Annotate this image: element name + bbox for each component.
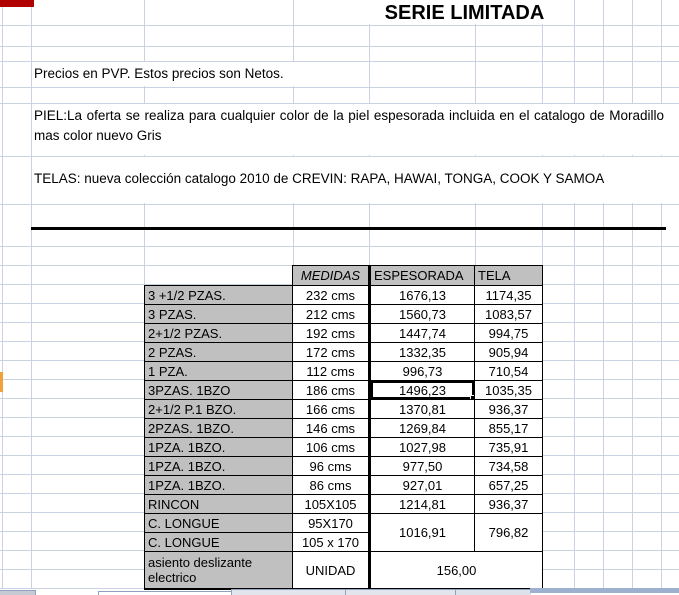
header-tela[interactable]: TELA	[475, 266, 543, 286]
note-piel[interactable]: PIEL:La oferta se realiza para cualquier color de la piel espesorada incluida en el catalogo de Moradillo mas color nuevo Gris	[34, 108, 664, 143]
tela-cell[interactable]: 735,91	[475, 438, 543, 457]
row-label-cell[interactable]: RINCON	[145, 495, 293, 514]
tela-cell[interactable]: 710,54	[475, 362, 543, 381]
gridline-h	[0, 25, 679, 26]
gridline-v	[603, 0, 604, 589]
medidas-cell[interactable]: 105X105	[293, 495, 370, 514]
tela-cell[interactable]: 994,75	[475, 324, 543, 343]
gridline-h	[0, 87, 679, 88]
table-row	[145, 552, 543, 590]
table-row	[145, 324, 543, 343]
medidas-cell[interactable]: 96 cms	[293, 457, 370, 476]
tela-cell[interactable]: 1035,35	[475, 381, 543, 400]
table-row	[145, 476, 543, 495]
medidas-cell[interactable]: 86 cms	[293, 476, 370, 495]
espesorada-cell[interactable]: 1676,13	[370, 286, 475, 305]
table-row	[145, 457, 543, 476]
header-espesorada[interactable]: ESPESORADA	[370, 266, 475, 286]
table-row	[145, 438, 543, 457]
espesorada-cell[interactable]: 1447,74	[370, 324, 475, 343]
gridline-v	[31, 0, 32, 589]
row-label-cell[interactable]: 2+1/2 P.1 BZO.	[145, 400, 293, 419]
tela-cell[interactable]: 855,17	[475, 419, 543, 438]
sheet-tab[interactable]	[345, 589, 456, 595]
table-row	[145, 381, 543, 400]
espesorada-cell[interactable]: 977,50	[370, 457, 475, 476]
espesorada-merged-cell[interactable]: 1016,91	[370, 514, 475, 552]
row-label-cell[interactable]: 1 PZA.	[145, 362, 293, 381]
espesorada-cell[interactable]: 1560,73	[370, 305, 475, 324]
medidas-cell[interactable]: 146 cms	[293, 419, 370, 438]
medidas-cell[interactable]: 212 cms	[293, 305, 370, 324]
espesorada-cell[interactable]: 1370,81	[370, 400, 475, 419]
espesorada-cell[interactable]: 927,01	[370, 476, 475, 495]
sheet-tab[interactable]	[98, 591, 232, 595]
sheet-tab-nav[interactable]	[0, 590, 36, 595]
table-row	[145, 419, 543, 438]
medidas-cell[interactable]: 232 cms	[293, 286, 370, 305]
section-divider-rule	[31, 227, 666, 230]
tela-cell[interactable]: 1174,35	[475, 286, 543, 305]
tela-cell[interactable]: 734,58	[475, 457, 543, 476]
medidas-cell[interactable]: 166 cms	[293, 400, 370, 419]
tela-cell[interactable]: 936,37	[475, 400, 543, 419]
tela-cell[interactable]: 936,37	[475, 495, 543, 514]
table-row	[145, 362, 543, 381]
espesorada-cell[interactable]: 1214,81	[370, 495, 475, 514]
table-row	[145, 495, 543, 514]
row-label-cell[interactable]: C. LONGUE	[145, 533, 293, 552]
gridline-v	[2, 0, 3, 589]
espesorada-cell[interactable]: 1269,84	[370, 419, 475, 438]
gridline-v	[632, 0, 633, 589]
espesorada-cell[interactable]: 1027,98	[370, 438, 475, 457]
tela-cell[interactable]: 1083,57	[475, 305, 543, 324]
corner-cell[interactable]	[145, 266, 293, 286]
gridline-h	[0, 204, 679, 205]
medidas-cell[interactable]: UNIDAD	[293, 552, 370, 590]
row-label-cell[interactable]: 3 +1/2 PZAS.	[145, 286, 293, 305]
gridline-h	[0, 246, 679, 247]
row-label-cell[interactable]: 3 PZAS.	[145, 305, 293, 324]
sheet-tab[interactable]	[455, 589, 531, 595]
espesorada-cell[interactable]: 1332,35	[370, 343, 475, 362]
row-label-cell[interactable]: 2PZAS. 1BZO.	[145, 419, 293, 438]
orange-row-marker	[0, 372, 3, 392]
row-label-cell[interactable]: 3PZAS. 1BZO	[145, 381, 293, 400]
row-label-cell[interactable]: C. LONGUE	[145, 514, 293, 533]
espesorada-cell[interactable]: 996,73	[370, 362, 475, 381]
selected-cell[interactable]: 1496,23	[370, 381, 475, 400]
row-label-cell[interactable]: 1PZA. 1BZO.	[145, 476, 293, 495]
medidas-cell[interactable]: 112 cms	[293, 362, 370, 381]
row-label-cell[interactable]: 2+1/2 PZAS.	[145, 324, 293, 343]
gridline-h	[0, 46, 679, 47]
price-table	[144, 265, 543, 590]
gridline-v	[574, 0, 575, 589]
row-label-cell[interactable]: asiento deslizante electrico	[145, 552, 293, 590]
table-row	[145, 343, 543, 362]
note-telas[interactable]: TELAS: nueva colección catalogo 2010 de CREVIN: RAPA, HAWAI, TONGA, COOK Y SAMOA	[34, 171, 605, 186]
table-row	[145, 514, 543, 533]
table-row	[145, 400, 543, 419]
tela-merged-cell[interactable]: 796,82	[475, 514, 543, 552]
row-label-cell[interactable]: 2 PZAS.	[145, 343, 293, 362]
medidas-cell[interactable]: 95X170	[293, 514, 370, 533]
note-precios[interactable]: Precios en PVP. Estos precios son Netos.	[34, 66, 284, 81]
red-cell-marker	[0, 0, 34, 7]
medidas-cell[interactable]: 106 cms	[293, 438, 370, 457]
medidas-cell[interactable]: 172 cms	[293, 343, 370, 362]
row-label-cell[interactable]: 1PZA. 1BZO.	[145, 438, 293, 457]
table-row	[145, 286, 543, 305]
gridline-v	[661, 0, 662, 589]
precio-merged-cell[interactable]: 156,00	[370, 552, 543, 590]
medidas-cell[interactable]: 186 cms	[293, 381, 370, 400]
row-label-cell[interactable]: 1PZA. 1BZO.	[145, 457, 293, 476]
sheet-title[interactable]: SERIE LIMITADA	[384, 2, 545, 24]
header-medidas[interactable]: MEDIDAS	[293, 266, 370, 286]
tela-cell[interactable]: 657,25	[475, 476, 543, 495]
medidas-cell[interactable]: 192 cms	[293, 324, 370, 343]
medidas-cell[interactable]: 105 x 170	[293, 533, 370, 552]
tela-cell[interactable]: 905,94	[475, 343, 543, 362]
sheet-tab[interactable]	[231, 589, 346, 595]
table-row	[145, 305, 543, 324]
sheet-tab-bar	[530, 588, 679, 593]
table-header-row	[145, 266, 543, 286]
